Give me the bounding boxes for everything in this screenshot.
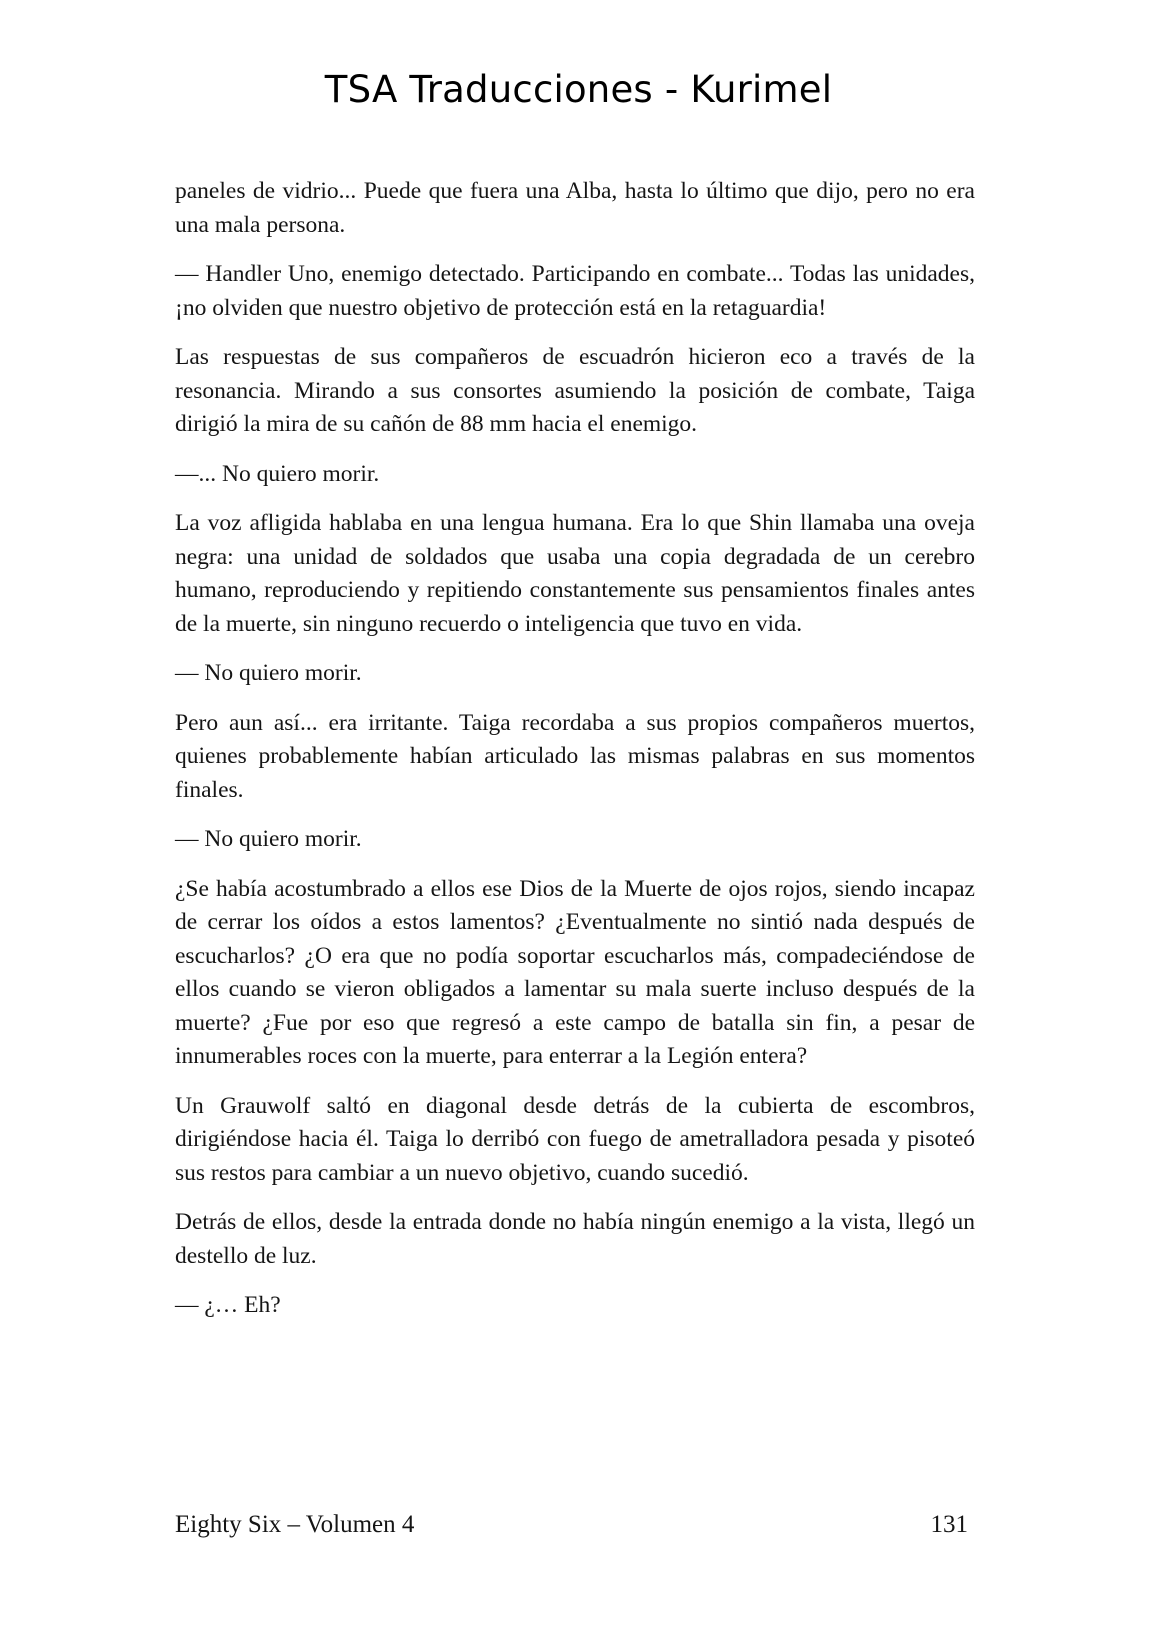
footer-book-title: Eighty Six – Volumen 4 bbox=[175, 1511, 415, 1538]
page-header: TSA Traducciones - Kurimel bbox=[324, 68, 833, 111]
paragraph: Un Grauwolf saltó en diagonal desde detrás de la cubierta de escombros, dirigiéndose hacia él. Taiga lo derribó con fuego de ametralladora pesada y pisoteó sus restos para cambiar a un nuevo objetivo, cuando sucedió. bbox=[175, 1092, 975, 1186]
page-footer bbox=[175, 1508, 975, 1542]
paragraph: — No quiero morir. bbox=[175, 826, 362, 852]
paragraph: La voz afligida hablaba en una lengua humana. Era lo que Shin llamaba una oveja negra: una unidad de soldados que usaba una copia degradada de un cerebro humano, reproduciendo y repitiendo constantemente sus pensamientos finales antes de la muerte, sin ninguno recuerdo o inteligencia que tuvo en vida. bbox=[175, 510, 975, 637]
paragraph: Las respuestas de sus compañeros de escuadrón hicieron eco a través de la resonancia. Mirando a sus consortes asumiendo la posición de combate, Taiga dirigió la mira de su cañón de 88 mm hacia el enemigo. bbox=[175, 344, 975, 437]
paragraph: —... No quiero morir. bbox=[175, 460, 380, 487]
paragraph: Detrás de ellos, desde la entrada donde no había ningún enemigo a la vista, llegó un destello de luz. bbox=[175, 1209, 975, 1269]
paragraph: Pero aun así... era irritante. Taiga recordaba a sus propios compañeros muertos, quienes probablemente habían articulado las mismas palabras en sus momentos finales. bbox=[175, 709, 975, 803]
paragraph: — Handler Uno, enemigo detectado. Participando en combate... Todas las unidades, ¡no olviden que nuestro objetivo de protección está en la retaguardia! bbox=[175, 261, 975, 321]
body-text bbox=[175, 175, 975, 1339]
paragraph: ¿Se había acostumbrado a ellos ese Dios de la Muerte de ojos rojos, siendo incapaz de cerrar los oídos a estos lamentos? ¿Eventualmente no sintió nada después de escucharlos? ¿O era que no podía soportar escucharlos más, compadeciéndose de ellos cuando se vieron obligados a lamentar su mala suerte incluso después de la muerte? ¿Fue por eso que regresó a este campo de batalla sin fin, a pesar de innumerables roces con la muerte, para enterrar a la Legión entera? bbox=[175, 875, 975, 1069]
page-number: 131 bbox=[930, 1511, 968, 1538]
paragraph: — No quiero morir. bbox=[175, 660, 362, 686]
paragraph: paneles de vidrio... Puede que fuera una Alba, hasta lo último que dijo, pero no era una mala persona. bbox=[175, 178, 975, 238]
paragraph: — ¿… Eh? bbox=[175, 1292, 281, 1318]
